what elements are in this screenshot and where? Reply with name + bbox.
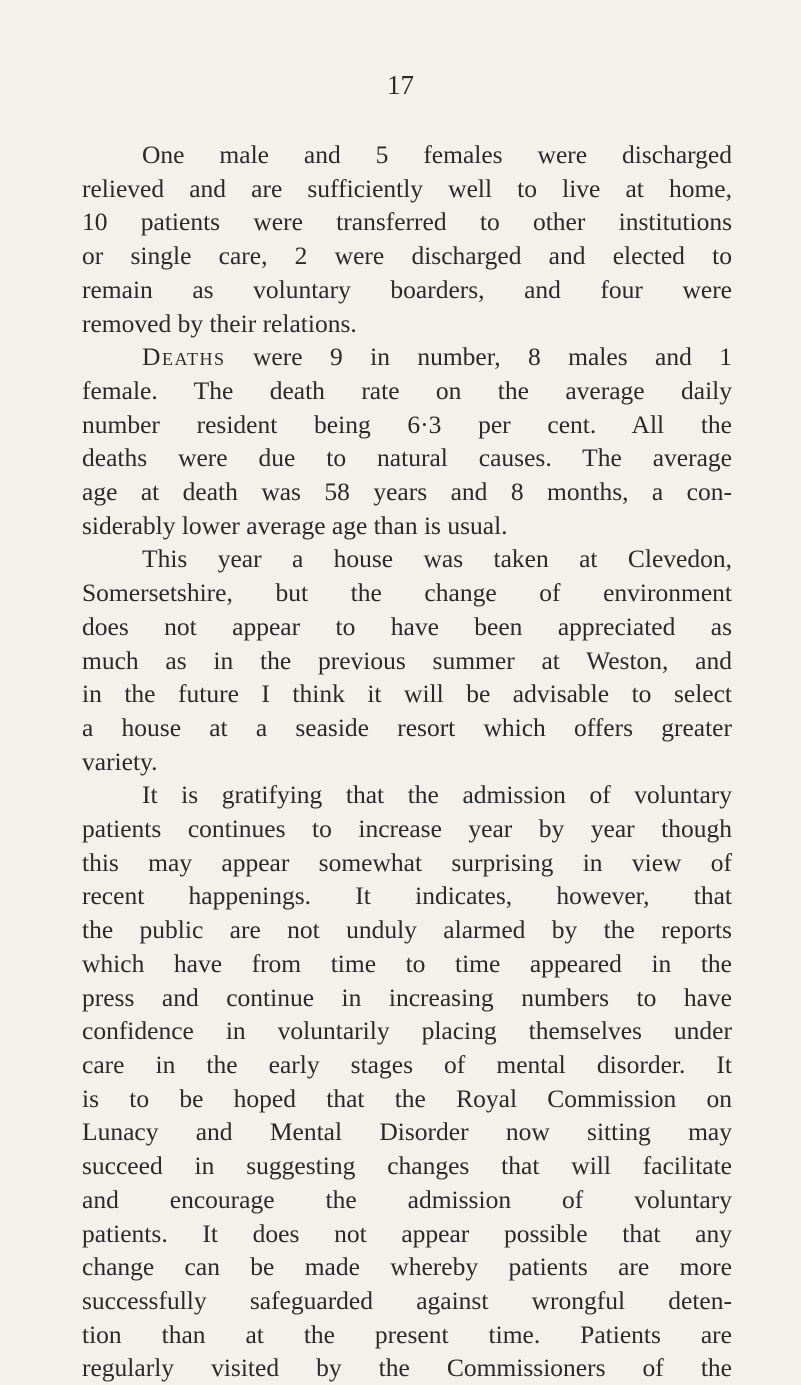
text-line: relieved and are sufficiently well to live at home, bbox=[82, 173, 732, 203]
paragraph-voluntary-patients bbox=[82, 778, 732, 1385]
text-line: change can be made whereby patients are more bbox=[82, 1252, 732, 1282]
text-line-rest: were 9 in number, 8 males and 1 bbox=[225, 342, 732, 372]
text-line: female. The death rate on the average daily bbox=[82, 375, 732, 405]
text-line: patients. It does not appear possible that any bbox=[82, 1218, 732, 1248]
text-line: which have from time to time appeared in the bbox=[82, 948, 732, 978]
text-line: recent happenings. It indicates, however, that bbox=[82, 881, 732, 911]
text-line: deaths were due to natural causes. The average bbox=[82, 443, 732, 473]
paragraph-deaths bbox=[82, 340, 732, 542]
text-line: or single care, 2 were discharged and elected to bbox=[82, 241, 732, 271]
text-line: regularly visited by the Commissioners of the bbox=[82, 1353, 732, 1383]
text-line: variety. bbox=[82, 746, 158, 776]
text-line: successfully safeguarded against wrongful deten- bbox=[82, 1285, 732, 1315]
text-line: and encourage the admission of voluntary bbox=[82, 1184, 732, 1214]
section-lead-deaths: Deaths bbox=[142, 342, 226, 372]
body-text bbox=[82, 138, 732, 1385]
text-line: Somersetshire, but the change of environment bbox=[82, 578, 732, 608]
text-line: this may appear somewhat surprising in view of bbox=[82, 847, 732, 877]
paragraph-discharges bbox=[82, 138, 732, 340]
text-line: succeed in suggesting changes that will facilitate bbox=[82, 1151, 732, 1181]
text-line: much as in the previous summer at Weston, and bbox=[82, 645, 732, 675]
text-line: 10 patients were transferred to other institutions bbox=[82, 207, 732, 237]
text-line: a house at a seaside resort which offers greater bbox=[82, 712, 732, 742]
text-line: does not appear to have been appreciated as bbox=[82, 611, 732, 641]
paragraph-clevedon bbox=[82, 542, 732, 778]
page-number: 17 bbox=[387, 70, 414, 100]
text-line: patients continues to increase year by year though bbox=[82, 814, 732, 844]
text-line: number resident being 6·3 per cent. All the bbox=[82, 409, 732, 439]
text-line: remain as voluntary boarders, and four were bbox=[82, 274, 732, 304]
text-line: is to be hoped that the Royal Commission on bbox=[82, 1083, 732, 1113]
text-line: It is gratifying that the admission of voluntary bbox=[142, 780, 732, 810]
text-line: care in the early stages of mental disorder. It bbox=[82, 1049, 732, 1079]
text-line: age at death was 58 years and 8 months, a con- bbox=[82, 477, 732, 507]
text-line: This year a house was taken at Clevedon, bbox=[142, 544, 732, 574]
text-line: the public are not unduly alarmed by the reports bbox=[82, 915, 732, 945]
text-line: One male and 5 females were discharged bbox=[142, 140, 732, 169]
text-line: Lunacy and Mental Disorder now sitting may bbox=[82, 1117, 732, 1147]
text-line: in the future I think it will be advisable to select bbox=[82, 679, 732, 709]
text-line: press and continue in increasing numbers to have bbox=[82, 982, 732, 1012]
text-line: confidence in voluntarily placing themselves under bbox=[82, 1016, 732, 1046]
text-line: tion than at the present time. Patients are bbox=[82, 1319, 732, 1349]
text-line: removed by their relations. bbox=[82, 308, 357, 338]
text-line: siderably lower average age than is usual. bbox=[82, 510, 508, 540]
text-line bbox=[82, 340, 732, 374]
